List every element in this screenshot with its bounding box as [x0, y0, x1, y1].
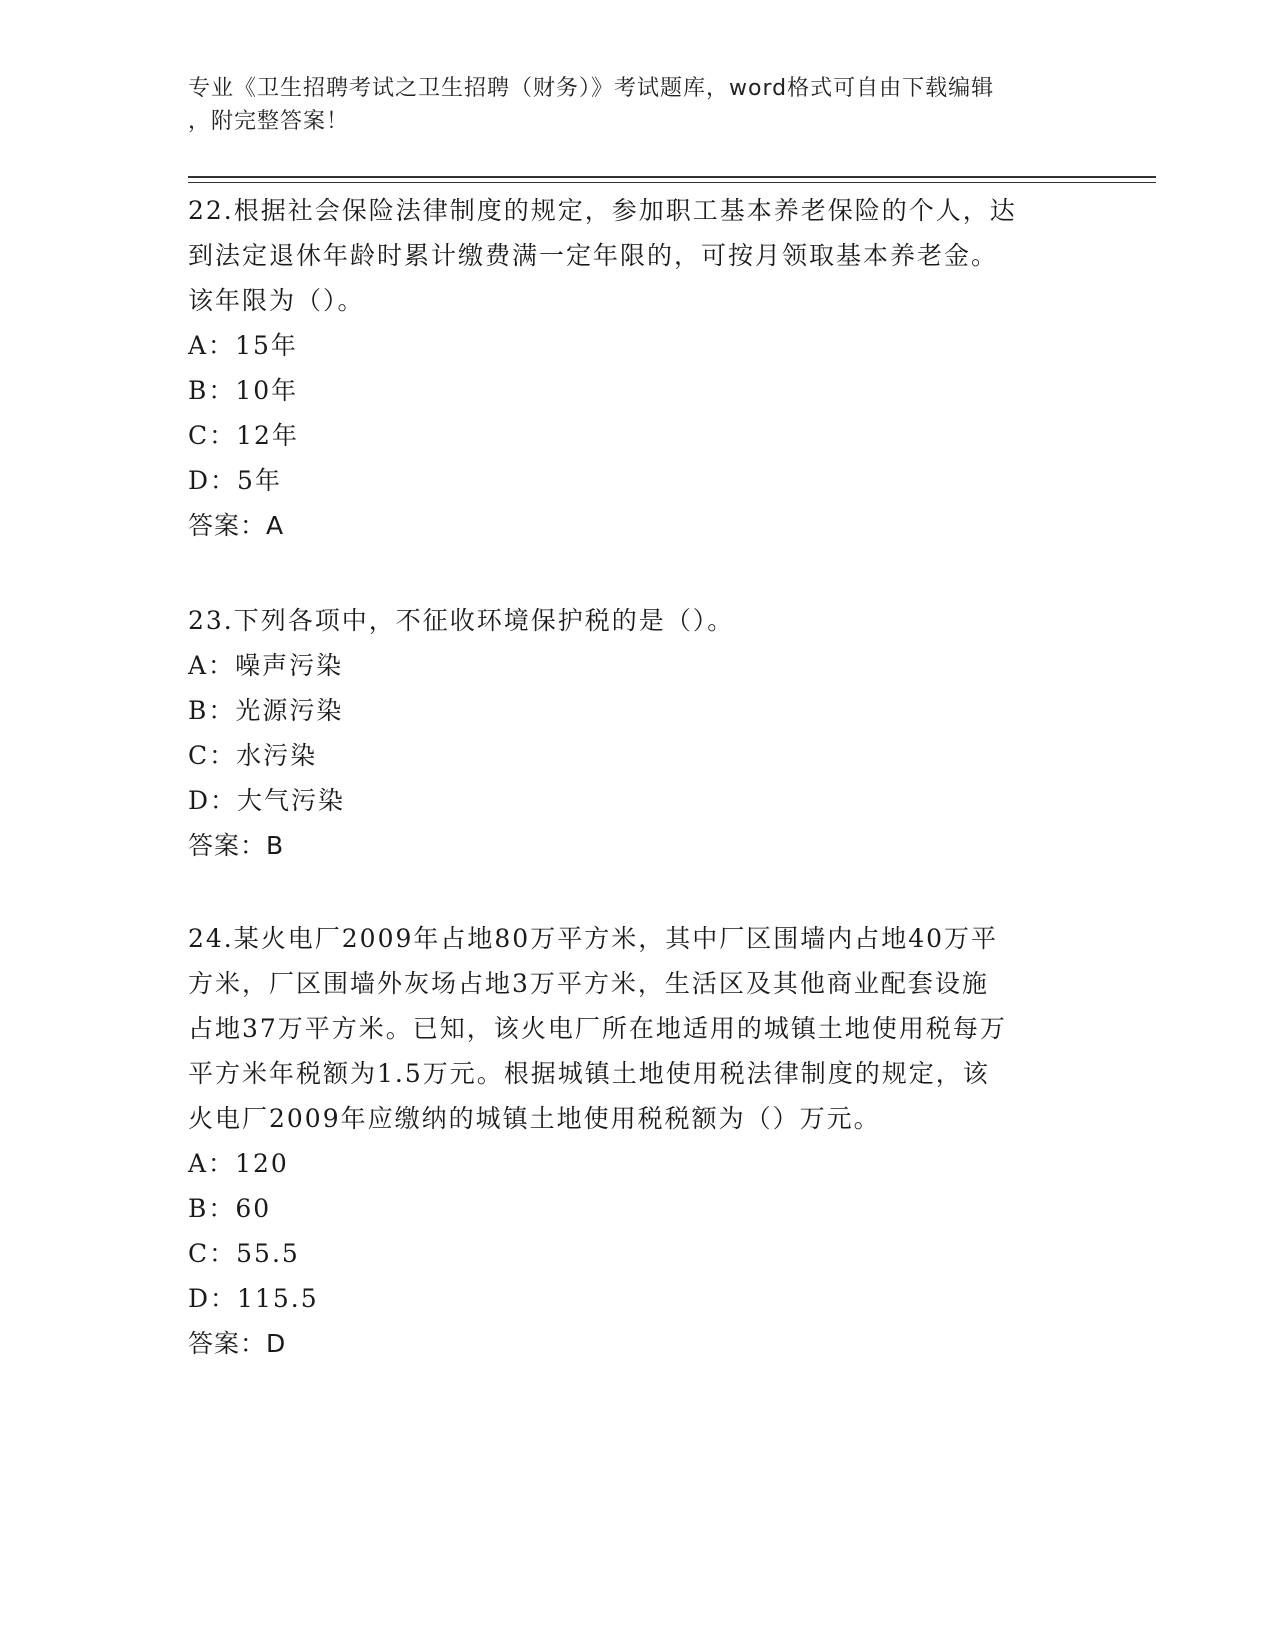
- question-stem-line: 平方米年税额为1.5万元。根据城镇土地使用税法律制度的规定，该: [188, 1059, 990, 1088]
- option-letter: C：: [188, 421, 237, 450]
- option-text: 120: [235, 1149, 289, 1178]
- question-stem-line: 方米，厂区围墙外灰场占地3万平方米，生活区及其他商业配套设施: [188, 969, 989, 998]
- question-23: [188, 598, 1068, 868]
- option-letter: D：: [188, 466, 238, 495]
- header-divider-thin: [188, 182, 1156, 183]
- option-c: [188, 413, 1068, 458]
- option-letter: B：: [188, 1194, 236, 1223]
- option-c: [188, 1231, 1068, 1276]
- option-d: [188, 778, 1068, 823]
- answer-line: 答案：A: [188, 511, 285, 540]
- header-line-1: 专业《卫生招聘考试之卫生招聘（财务）》考试题库，word格式可自由下载编辑: [188, 76, 995, 101]
- option-letter: D：: [188, 786, 238, 815]
- answer-line: 答案：D: [188, 1329, 287, 1358]
- option-text: 55.5: [236, 1239, 300, 1268]
- option-text: 115.5: [237, 1284, 319, 1313]
- option-letter: A：: [188, 651, 236, 680]
- option-letter: B：: [188, 376, 236, 405]
- question-stem-line: 火电厂2009年应缴纳的城镇土地使用税税额为（）万元。: [188, 1104, 881, 1133]
- option-text: 水污染: [236, 741, 318, 770]
- option-b: [188, 368, 1068, 413]
- header-divider-thick: [188, 176, 1156, 178]
- option-text: 60: [235, 1194, 272, 1223]
- option-text: 5年: [237, 466, 282, 495]
- question-stem-line: 到法定退休年龄时累计缴费满一定年限的，可按月领取基本养老金。: [188, 241, 999, 270]
- question-stem-line: 22.根据社会保险法律制度的规定，参加职工基本养老保险的个人，达: [188, 196, 1017, 225]
- option-letter: B：: [188, 696, 236, 725]
- option-a: [188, 643, 1068, 688]
- option-d: [188, 1276, 1068, 1321]
- option-text: 噪声污染: [235, 651, 344, 680]
- option-letter: A：: [188, 1149, 236, 1178]
- option-c: [188, 733, 1068, 778]
- question-stem-line: 占地37万平方米。已知，该火电厂所在地适用的城镇土地使用税每万: [188, 1014, 1007, 1043]
- question-stem-line: 24.某火电厂2009年占地80万平方米，其中厂区围墙内占地40万平: [188, 924, 999, 953]
- option-letter: C：: [188, 741, 237, 770]
- question-22: [188, 188, 1068, 548]
- header-line-2: ，附完整答案！: [188, 109, 350, 134]
- question-stem-line: 该年限为（）。: [188, 286, 365, 315]
- option-text: 10年: [235, 376, 299, 405]
- question-24: [188, 916, 1068, 1366]
- option-text: 15年: [235, 331, 298, 360]
- option-letter: D：: [188, 1284, 238, 1313]
- answer-line: 答案：B: [188, 831, 285, 860]
- option-letter: C：: [188, 1239, 237, 1268]
- option-text: 大气污染: [237, 786, 346, 815]
- document-header: [188, 72, 1068, 138]
- option-b: [188, 1186, 1068, 1231]
- option-letter: A：: [188, 331, 236, 360]
- option-b: [188, 688, 1068, 733]
- option-a: [188, 323, 1068, 368]
- option-a: [188, 1141, 1068, 1186]
- option-d: [188, 458, 1068, 503]
- question-stem-line: 23.下列各项中，不征收环境保护税的是（）。: [188, 606, 735, 635]
- option-text: 12年: [236, 421, 299, 450]
- option-text: 光源污染: [235, 696, 344, 725]
